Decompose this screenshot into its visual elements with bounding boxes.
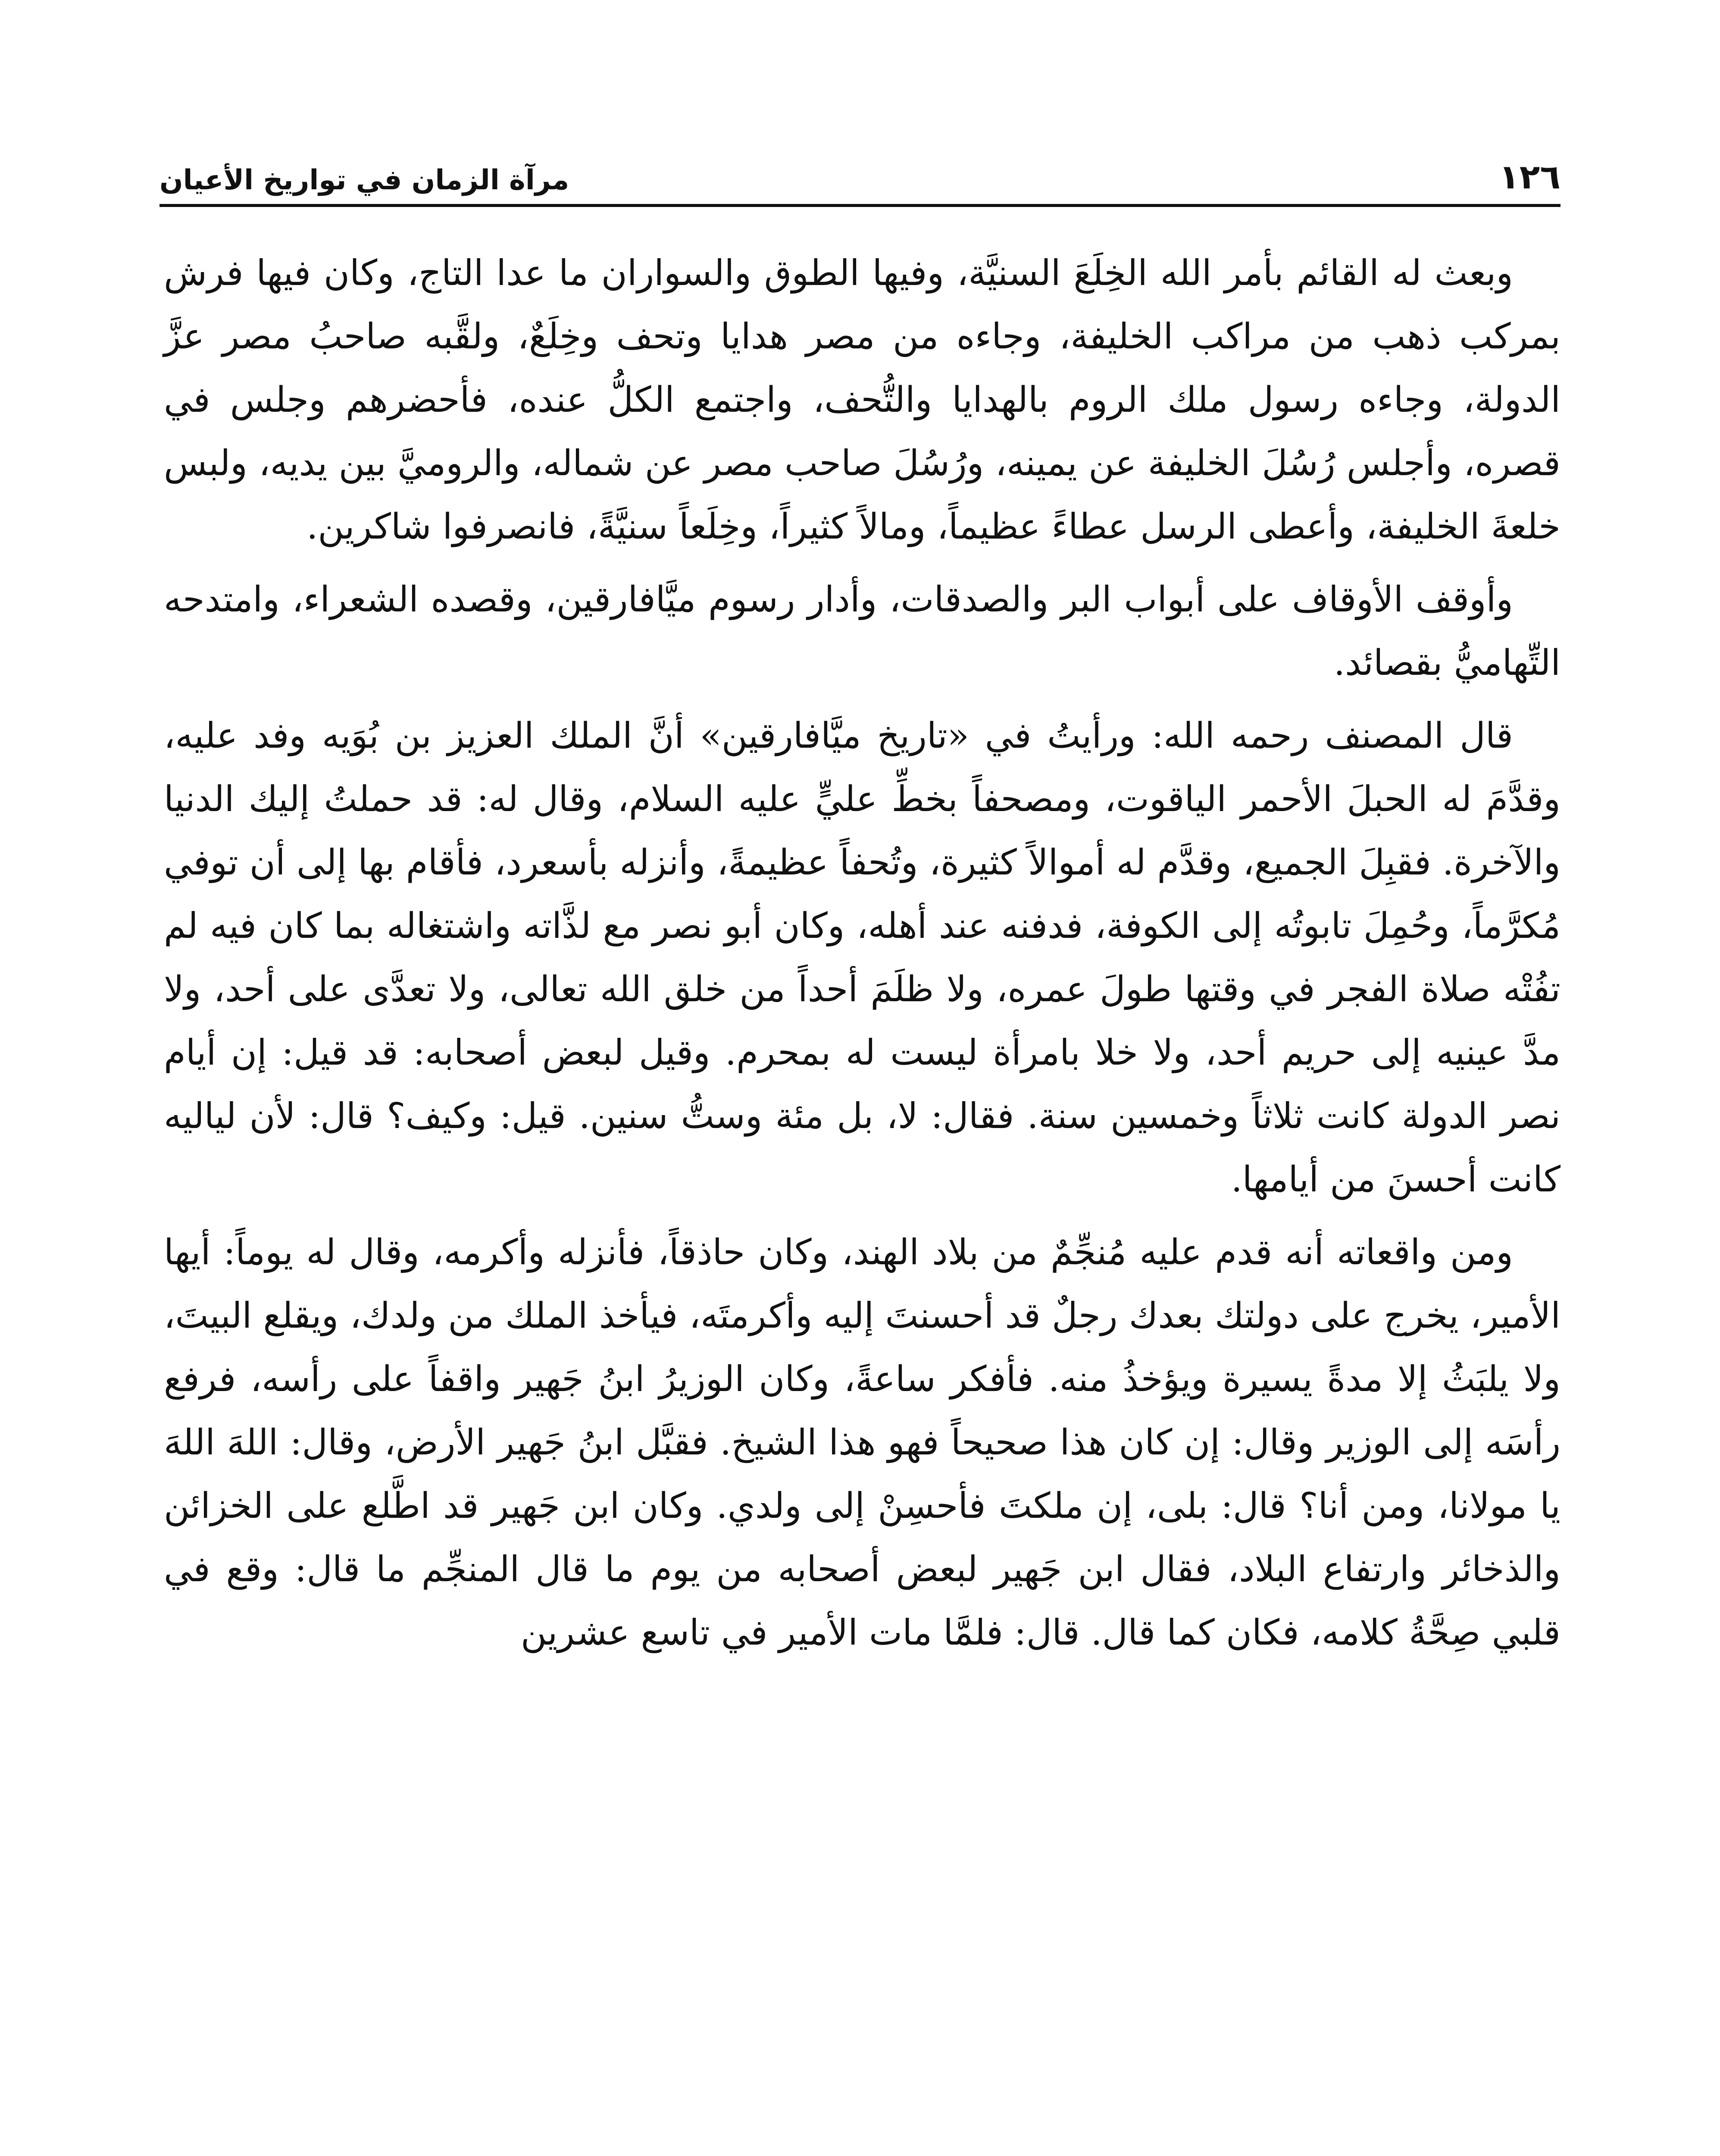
paragraph-1: وبعث له القائم بأمر الله الخِلَعَ السنيَّة، وفيها الطوق والسواران ما عدا التاج، وكان فيها فرش بمركب ذهب من مراكب الخليفة، وجاءه من مصر هدايا وتحف وخِلَعٌ، ولقَّبه صاحبُ مصر عزَّ الدولة، وجاءه رسول ملك الروم بالهدايا والتُّحف، واجتمع الكلُّ عنده، فأحضرهم وجلس في قصره، وأجلس رُسُلَ الخليفة عن يمينه، ورُسُلَ صاحب مصر عن شماله، والروميَّ بين يديه، ولبس خلعةَ الخليفة، وأعطى الرسل عطاءً عظيماً، ومالاً كثيراً، وخِلَعاً سنيَّةً، فانصرفوا شاكرين. — [164, 253, 1561, 547]
paragraph-3: قال المصنف رحمه الله: ورأيتُ في «تاريخ ميَّافارقين» أنَّ الملك العزيز بن بُوَيه وفد عليه، وقدَّمَ له الحبلَ الأحمر الياقوت، ومصحفاً بخطِّ عليٍّ عليه السلام، وقال له: قد حملتُ إليك الدنيا والآخرة. فقبِلَ الجميع، وقدَّم له أموالاً كثيرة، وتُحفاً عظيمةً، وأنزله بأسعرد، فأقام بها إلى أن توفي مُكرَّماً، وحُمِلَ تابوتُه إلى الكوفة، فدفنه عند أهله، وكان أبو نصر مع لذَّاته واشتغاله بما كان فيه لم تفُتْه صلاة الفجر في وقتها طولَ عمره، ولا ظلَمَ أحداً من خلق الله تعالى، ولا تعدَّى على أحد، ولا مدَّ عينيه إلى حريم أحد، ولا خلا بامرأة ليست له بمحرم. وقيل لبعض أصحابه: قد قيل: إن أيام نصر الدولة كانت ثلاثاً وخمسين سنة. فقال: لا، بل مئة وستُّ سنين. قيل: وكيف؟ قال: لأن لياليه كانت أحسنَ من أيامها. — [164, 715, 1561, 1200]
header-divider — [159, 204, 1561, 207]
paragraph-4: ومن واقعاته أنه قدم عليه مُنجِّمٌ من بلاد الهند، وكان حاذقاً، فأنزله وأكرمه، وقال له يوماً: أيها الأمير، يخرج على دولتك بعدك رجلٌ قد أحسنتَ إليه وأكرمتَه، فيأخذ الملك من ولدك، ويقلع البيتَ، ولا يلبَثُ إلا مدةً يسيرة ويؤخذُ منه. فأفكر ساعةً، وكان الوزيرُ ابنُ جَهير واقفاً على رأسه، فرفع رأسَه إلى الوزير وقال: إن كان هذا صحيحاً فهو هذا الشيخ. فقبَّل ابنُ جَهير الأرض، وقال: اللهَ اللهَ يا مولانا، ومن أنا؟ قال: بلى، إن ملكتَ فأحسِنْ إلى ولدي. وكان ابن جَهير قد اطَّلع على الخزائن والذخائر وارتفاع البلاد، فقال ابن جَهير لبعض أصحابه من يوم ما قال المنجِّم ما قال: وقع في قلبي صِحَّةُ كلامه، فكان كما قال. قال: فلمَّا مات الأمير في تاسع عشرين — [164, 1232, 1561, 1653]
paragraph-2: وأوقف الأوقاف على أبواب البر والصدقات، وأدار رسوم ميَّافارقين، وقصده الشعراء، وامتدحه التِّهاميُّ بقصائد. — [164, 579, 1561, 683]
page-number: ١٢٦ — [1499, 158, 1561, 197]
running-header — [159, 142, 1561, 207]
body-text — [164, 241, 1561, 1664]
book-title: مرآة الزمان في تواريخ الأعيان — [159, 164, 569, 196]
